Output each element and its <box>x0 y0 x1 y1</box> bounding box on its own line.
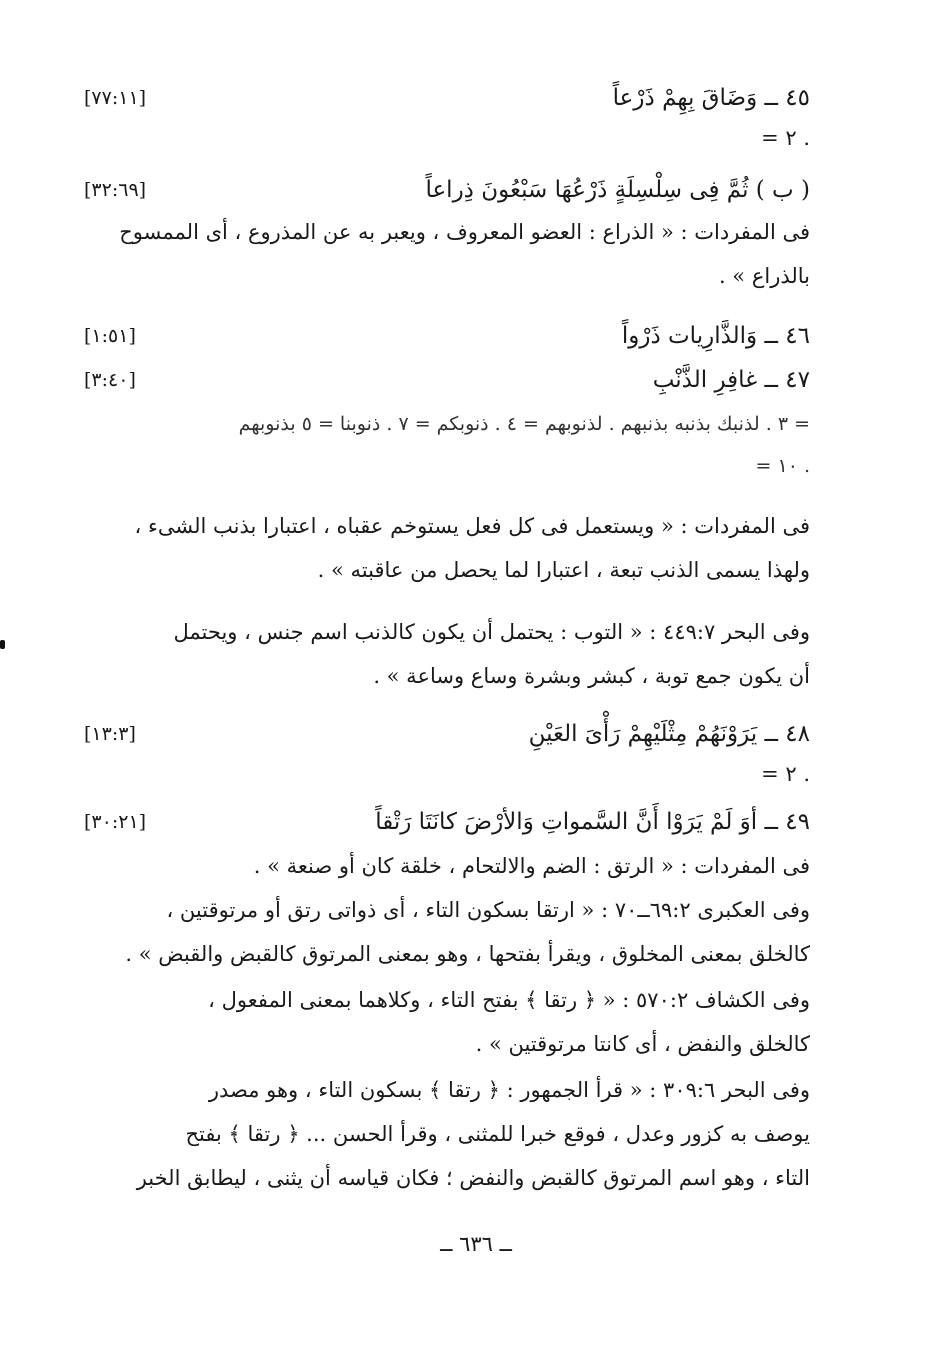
mufradat-note-1-line-1: فى المفردات : « الذراع : العضو المعروف ، ويعبر به عن المذروع ، أى الممسوح <box>119 220 810 244</box>
entry-45-count: . ٢ = <box>761 126 810 150</box>
entry-48-reference: [١٣:٣] <box>84 723 136 745</box>
kashshaf-note-line-2: كالخلق والنفض ، أى كانتا مرتوقتين » . <box>475 1032 810 1056</box>
entry-49-reference: [٣٠:٢١] <box>84 811 147 833</box>
mufradat-note-1-line-2: بالذراع » . <box>718 264 810 288</box>
entry-47-verse: ٤٧ ــ غافِرِ الذَّنْبِ <box>652 367 810 393</box>
entry-b <box>84 170 810 210</box>
bahr-note-1-line-2: أن يكون جمع توبة ، كبشر وبشرة وساع وساعة » . <box>373 664 810 688</box>
mufradat-note-2-line-1: فى المفردات : « ويستعمل فى كل فعل يستوخم عقباه ، اعتبارا بذنب الشىء ، <box>134 514 810 538</box>
entry-46-verse: ٤٦ ــ وَالذَّارِيات ذَرْواً <box>621 323 810 349</box>
entry-b-reference: [٣٢:٦٩] <box>84 179 147 201</box>
entry-47-count-line-1: = ٣ . لذنبك بذنبه بذنبهم . لذنوبهم = ٤ . ذنوبكم = ٧ . ذنوبنا = ٥ بذنوبهم <box>238 413 810 435</box>
kashshaf-note-line-1: وفى الكشاف ٥٧٠:٢ : « ﴿ رتقا ﴾ بفتح التاء ، وكلاهما بمعنى المفعول ، <box>208 988 810 1012</box>
entry-45-verse: ٤٥ ــ وَضَاقَ بِهِمْ ذَرْعاً <box>612 85 810 111</box>
bahr-note-2-line-2: يوصف به كزور وعدل ، فوقع خبرا للمثنى ، وقرأ الحسن ... ﴿ رتقا ﴾ بفتح <box>185 1122 810 1146</box>
entry-49-verse: ٤٩ ــ أوَ لَمْ يَرَوْا أَنَّ السَّمواتِ وَالأرْضَ كانَتَا رَتْقاً <box>375 809 810 835</box>
entry-46 <box>84 316 810 356</box>
entry-48 <box>84 714 810 754</box>
mufradat-note-2-line-2: ولهذا يسمى الذنب تبعة ، اعتبارا لما يحصل من عاقبته » . <box>317 558 810 582</box>
bahr-note-2-line-1: وفى البحر ٣٠٩:٦ : « قرأ الجمهور : ﴿ رتقا ﴾ بسكون التاء ، وهو مصدر <box>208 1078 810 1102</box>
mufradat-note-3: فى المفردات : « الرتق : الضم والالتحام ، خلقة كان أو صنعة » . <box>253 854 810 878</box>
entry-47-count-line-2: . ١٠ = <box>755 455 810 477</box>
entry-48-count: . ٢ = <box>761 762 810 786</box>
entry-47 <box>84 360 810 400</box>
entry-45-reference: [٧٧:١١] <box>84 87 147 109</box>
ukbari-note-line-2: كالخلق بمعنى المخلوق ، ويقرأ بفتحها ، وهو بمعنى المرتوق كالقبض والقبض » . <box>125 942 810 966</box>
entry-45 <box>84 78 810 118</box>
entry-46-reference: [١:٥١] <box>84 325 136 347</box>
ukbari-note-line-1: وفى العكبرى ٦٩:٢ــ٧٠ : « ارتقا بسكون التاء ، أى ذواتى رتق أو مرتوقتين ، <box>166 898 810 922</box>
bahr-note-1-line-1: وفى البحر ٤٤٩:٧ : « التوب : يحتمل أن يكون كالذنب اسم جنس ، ويحتمل <box>173 620 810 644</box>
entry-49 <box>84 802 810 842</box>
entry-b-verse: ( ب ) ثُمَّ فِى سِلْسِلَةٍ ذَرْعُهَا سَبْعُونَ ذِراعاً <box>425 177 810 203</box>
entry-48-verse: ٤٨ ــ يَرَوْنَهُمْ مِثْلَيْهِمْ رَأْىَ العَيْنِ <box>528 721 810 747</box>
bahr-note-2-line-3: التاء ، وهو اسم المرتوق كالقبض والنفض ؛ فكان قياسه أن يثنى ، ليطابق الخبر <box>136 1166 810 1190</box>
page-number: ــ ٦٣٦ ــ <box>440 1232 512 1256</box>
margin-mark <box>0 640 5 649</box>
entry-47-reference: [٣:٤٠] <box>84 369 136 391</box>
